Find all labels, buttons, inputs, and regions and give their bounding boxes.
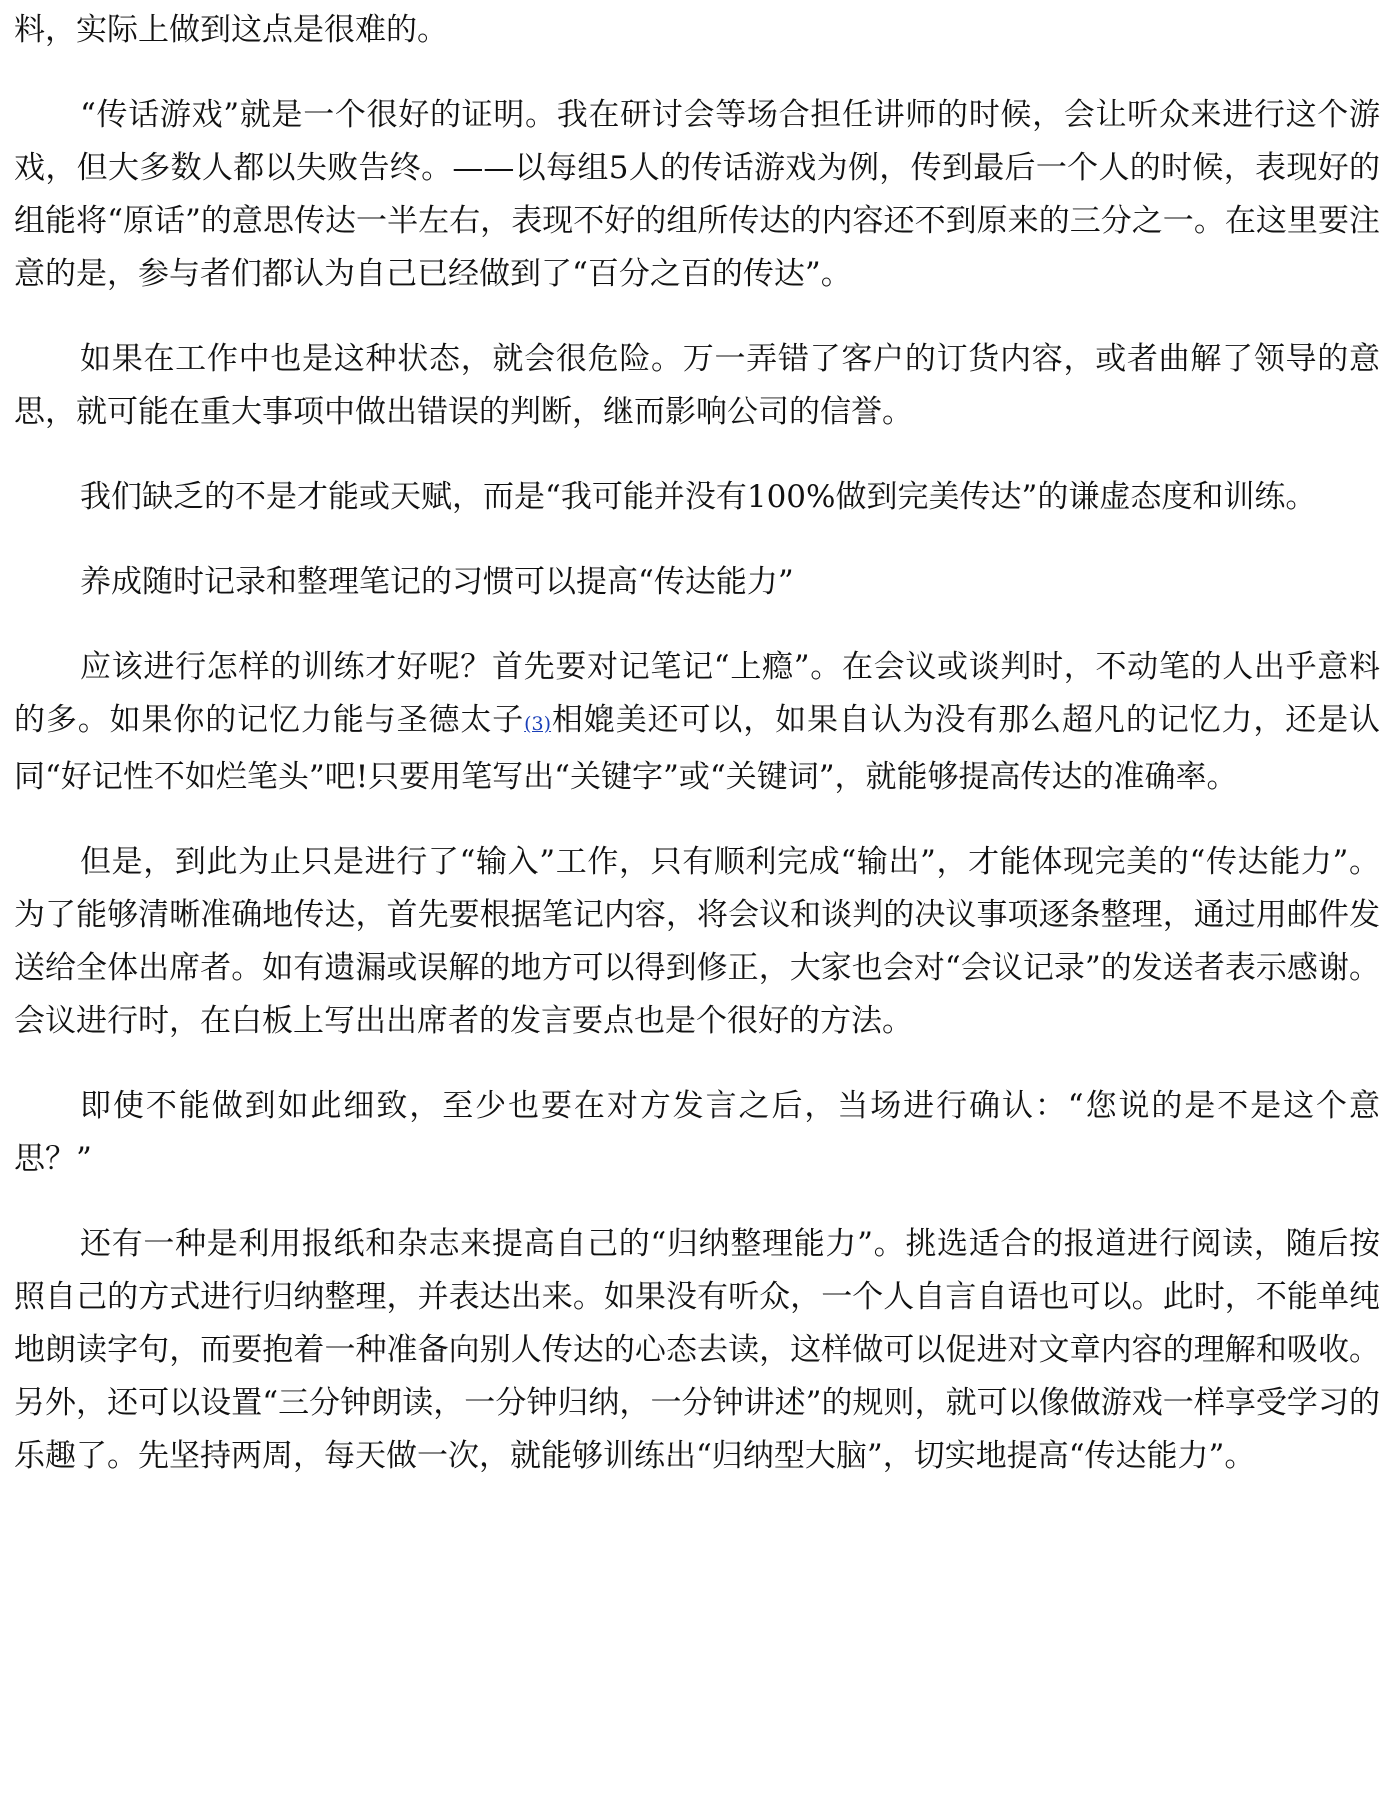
paragraph-7: 即使不能做到如此细致，至少也要在对方发言之后，当场进行确认：“您说的是不是这个意思？”	[14, 1088, 1380, 1177]
document-page	[14, 4, 1380, 1515]
paragraph-5-part-1: 应该进行怎样的训练才好呢？首先要对记笔记“上瘾”。在会议或谈判时，不动笔的人出乎意料的多。如果你的记忆力能与圣德太子	[14, 649, 1380, 738]
paragraph-5	[14, 641, 1380, 804]
paragraph-5-part-2: 相媲美还可以，如果自认为没有那么超凡的记忆力，还是认同“好记性不如烂笔头”吧!只要用笔写出“关键字”或“关键词”，就能够提高传达的准确率。	[14, 702, 1380, 795]
footnote-link[interactable]: (3)	[524, 713, 552, 735]
paragraph-3: 如果在工作中也是这种状态，就会很危险。万一弄错了客户的订货内容，或者曲解了领导的意思，就可能在重大事项中做出错误的判断，继而影响公司的信誉。	[14, 341, 1380, 430]
paragraph-8: 还有一种是利用报纸和杂志来提高自己的“归纳整理能力”。挑选适合的报道进行阅读，随后按照自己的方式进行归纳整理，并表达出来。如果没有听众，一个人自言自语也可以。此时，不能单纯地朗读字句，而要抱着一种准备向别人传达的心态去读，这样做可以促进对文章内容的理解和吸收。另外，还可以设置“三分钟朗读，一分钟归纳，一分钟讲述”的规则，就可以像做游戏一样享受学习的乐趣了。先坚持两周，每天做一次，就能够训练出“归纳型大脑”，切实地提高“传达能力”。	[14, 1226, 1380, 1474]
paragraph-1: 料，实际上做到这点是很难的。	[14, 12, 448, 48]
paragraph-4: 我们缺乏的不是才能或天赋，而是“我可能并没有100%做到完美传达”的谦虚态度和训练。	[80, 479, 1317, 515]
paragraph-2: “传话游戏”就是一个很好的证明。我在研讨会等场合担任讲师的时候，会让听众来进行这个游戏，但大多数人都以失败告终。——以每组5人的传话游戏为例，传到最后一个人的时候，表现好的组能将“原话”的意思传达一半左右，表现不好的组所传达的内容还不到原来的三分之一。在这里要注意的是，参与者们都认为自己已经做到了“百分之百的传达”。	[14, 97, 1380, 292]
paragraph-6: 但是，到此为止只是进行了“输入”工作，只有顺利完成“输出”，才能体现完美的“传达能力”。为了能够清晰准确地传达，首先要根据笔记内容，将会议和谈判的决议事项逐条整理，通过用邮件发送给全体出席者。如有遗漏或误解的地方可以得到修正，大家也会对“会议记录”的发送者表示感谢。会议进行时，在白板上写出出席者的发言要点也是个很好的方法。	[14, 844, 1380, 1039]
section-heading: 养成随时记录和整理笔记的习惯可以提高“传达能力”	[80, 564, 794, 600]
